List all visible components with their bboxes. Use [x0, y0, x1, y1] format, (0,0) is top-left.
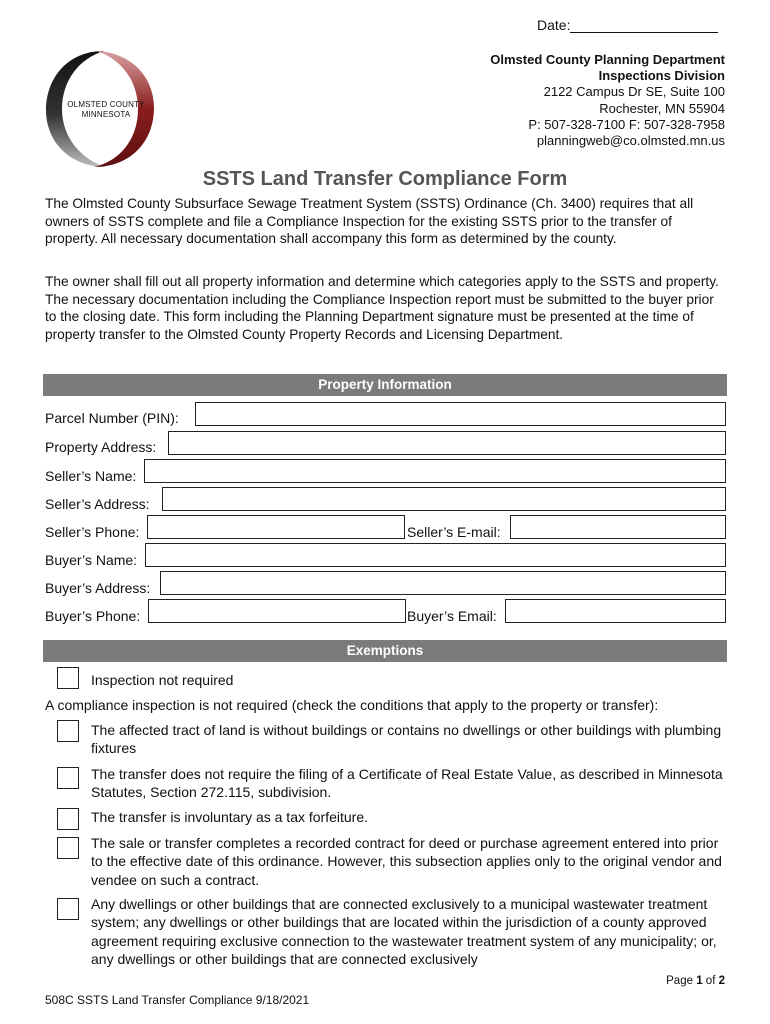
exemption-lead-in: A compliance inspection is not required (check the conditions that apply to the property or transfer): [45, 697, 659, 713]
address-line-1: 2122 Campus Dr SE, Suite 100 [543, 84, 725, 100]
page-of: of [705, 975, 716, 987]
department-contact [490, 52, 725, 149]
address-line-2: Rochester, MN 55904 [599, 100, 725, 116]
intro-paragraph-2: The owner shall fill out all property information and determine which categories apply to the SSTS and property. The necessary documentation including the Compliance Inspection report must be submitted to the buyer prior to the closing date. This form including the Planning Department signature must be presented at the time of property transfer to the Olmsted County Property Records and Licensing Department. [45, 274, 719, 342]
exemption-checkbox-2[interactable] [57, 767, 79, 789]
seller-address-input[interactable] [162, 487, 726, 511]
intro-paragraph-1: The Olmsted County Subsurface Sewage Treatment System (SSTS) Ordinance (Ch. 3400) requires that all owners of SSTS complete and file a Compliance Inspection for the existing SSTS prior to the transfer of property. All necessary documentation shall accompany this form as determined by the county. [45, 196, 694, 246]
phone-fax: P: 507-328-7100 F: 507-328-7958 [528, 116, 725, 132]
seller-address-label: Seller’s Address: [45, 496, 150, 512]
logo-line-1: OLMSTED COUNTY [67, 100, 145, 109]
date-blank[interactable] [570, 18, 718, 33]
form-identifier: 508C SSTS Land Transfer Compliance 9/18/2021 [45, 993, 310, 1007]
seller-phone-input[interactable] [147, 515, 405, 539]
inspection-not-required-checkbox[interactable] [57, 667, 79, 689]
exemption-text-4: The sale or transfer completes a recorded contract for deed or purchase agreement entered into prior to the effective date of this ordinance. However, this subsection applies only to the original vendor and vendee on such a contract. [91, 835, 722, 888]
buyer-email-input[interactable] [505, 599, 726, 623]
buyer-phone-input[interactable] [148, 599, 406, 623]
buyer-name-input[interactable] [145, 543, 726, 567]
logo-line-2: MINNESOTA [81, 110, 131, 119]
date-field [537, 17, 718, 33]
exemption-checkbox-4[interactable] [57, 837, 79, 859]
exemption-checkbox-5[interactable] [57, 898, 79, 920]
exemption-text-1: The affected tract of land is without buildings or contains no dwellings or other buildings with plumbing fixtures [91, 722, 722, 757]
form-title: SSTS Land Transfer Compliance Form [202, 168, 568, 190]
page-number [666, 975, 725, 987]
seller-email-label: Seller’s E-mail: [407, 524, 501, 540]
exemptions-section-header: Exemptions [43, 640, 727, 662]
exemption-text-3: The transfer is involuntary as a tax forfeiture. [91, 809, 369, 825]
dept-name: Olmsted County Planning Department [490, 52, 725, 67]
buyer-address-input[interactable] [160, 571, 726, 595]
seller-name-label: Seller’s Name: [45, 468, 137, 484]
seller-name-input[interactable] [144, 459, 726, 483]
inspection-not-required-label: Inspection not required [91, 672, 234, 688]
buyer-email-label: Buyer’s Email: [407, 608, 497, 624]
buyer-phone-label: Buyer’s Phone: [45, 608, 141, 624]
property-address-input[interactable] [168, 431, 726, 455]
contact-email: planningweb@co.olmsted.mn.us [536, 133, 725, 149]
buyer-address-label: Buyer’s Address: [45, 580, 151, 596]
page-current: 1 [696, 975, 703, 987]
buyer-name-label: Buyer’s Name: [45, 552, 138, 568]
parcel-input[interactable] [195, 402, 726, 426]
property-section-header: Property Information [43, 374, 727, 396]
logo-wordmark [58, 100, 154, 120]
division-name: Inspections Division [598, 68, 725, 84]
exemption-checkbox-1[interactable] [57, 720, 79, 742]
parcel-label: Parcel Number (PIN): [45, 410, 179, 426]
property-address-label: Property Address: [45, 439, 157, 455]
exemption-text-5: Any dwellings or other buildings that are connected exclusively to a municipal wastewater treatment system; any dwellings or other buildings that are located within the jurisdiction of a county approved agreement requiring exclusive connection to the wastewater treatment system of any municipality; or, any dwellings or other buildings that are connected exclusively [91, 896, 717, 967]
page-prefix: Page [666, 975, 693, 987]
seller-email-input[interactable] [510, 515, 726, 539]
exemption-checkbox-3[interactable] [57, 808, 79, 830]
exemption-text-2: The transfer does not require the filing of a Certificate of Real Estate Value, as described in Minnesota Statutes, Section 272.115, subdivision. [91, 766, 723, 801]
page-total: 2 [718, 975, 725, 987]
date-label: Date: [537, 17, 571, 33]
seller-phone-label: Seller’s Phone: [45, 524, 140, 540]
